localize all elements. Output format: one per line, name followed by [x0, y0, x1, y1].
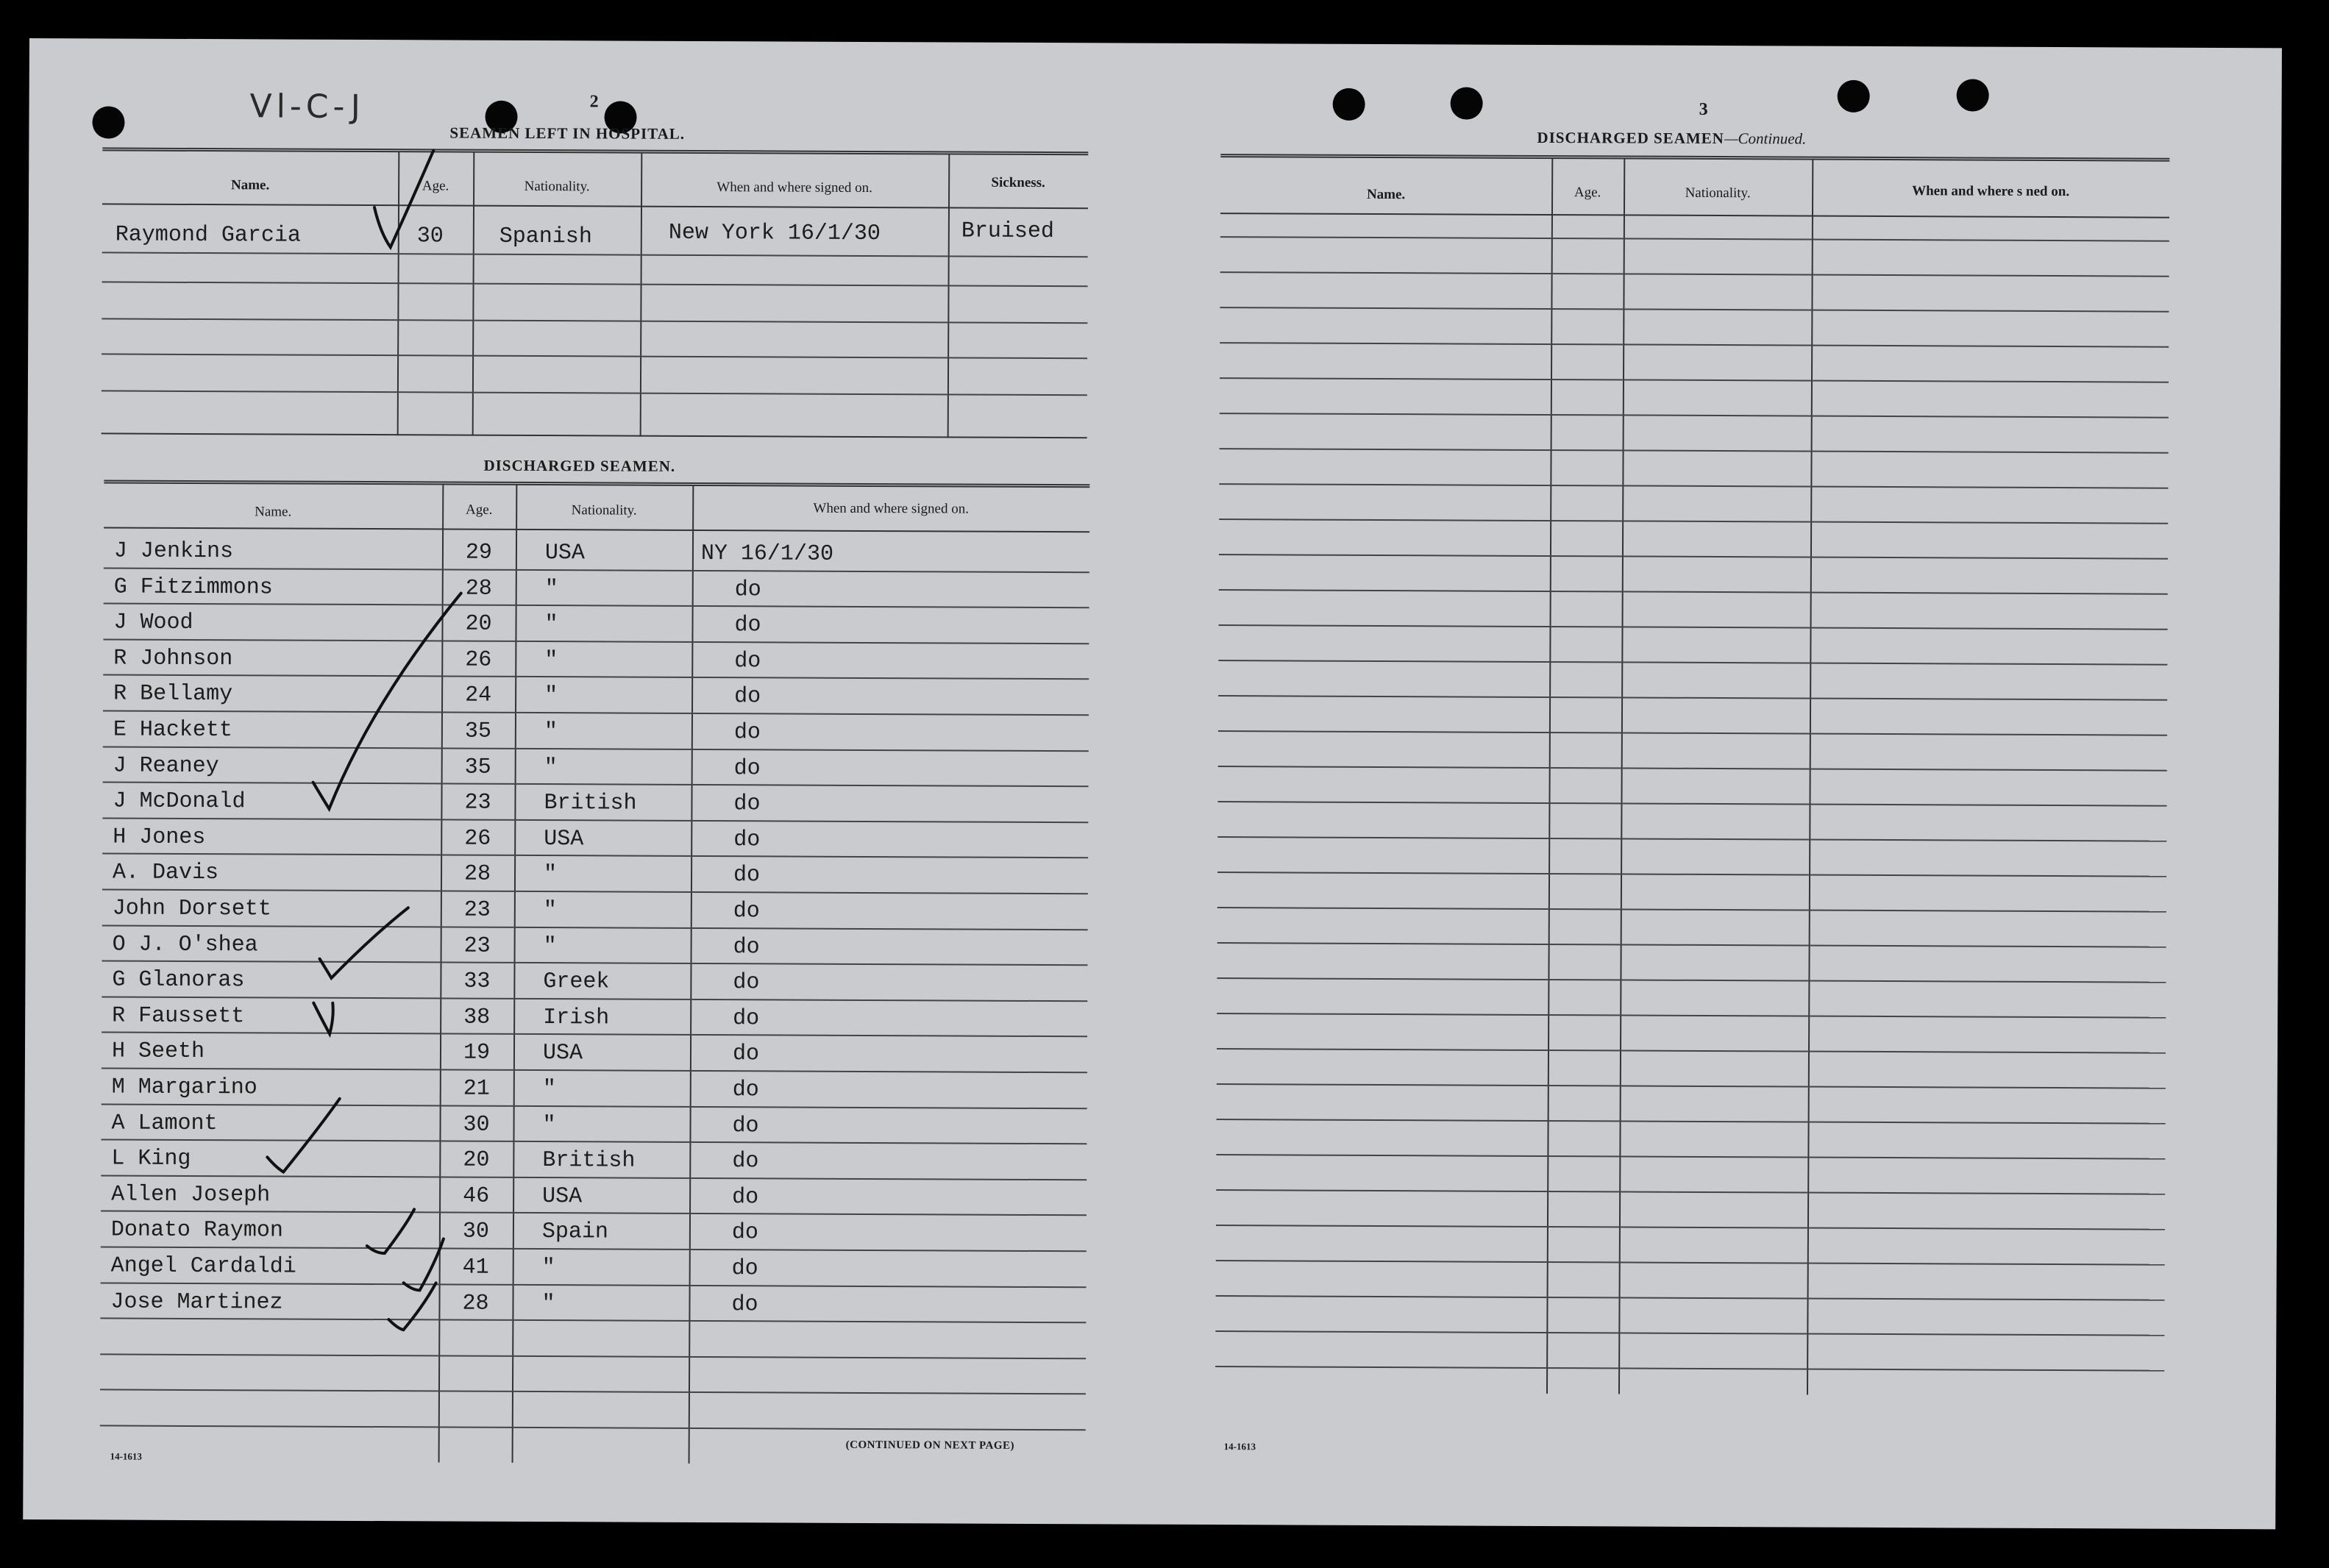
hospital-header-sickness: Sickness.: [991, 174, 1045, 191]
discharged-row-name: Allen Joseph: [111, 1182, 271, 1208]
discharged-row-nationality: USA: [542, 1184, 583, 1210]
discharged-row-name: O J. O'shea: [112, 932, 258, 958]
discharged-row-age: 19: [463, 1040, 491, 1066]
discharged-header-signed: When and where signed on.: [813, 500, 970, 517]
discharged-row-age: 20: [465, 611, 492, 637]
check-mark: [404, 1239, 444, 1290]
hospital-row-age: 30: [416, 224, 444, 249]
discharged-row-nationality: ": [544, 648, 558, 674]
discharged-row-age: 20: [463, 1147, 490, 1173]
discharged-row-signed: do: [731, 1220, 759, 1246]
hospital-header-nationality: Nationality.: [524, 178, 590, 195]
discharged-row-signed: do: [734, 577, 761, 603]
discharged-row-name: R Faussett: [112, 1003, 245, 1030]
discharged-row-name: R Johnson: [113, 646, 233, 672]
discharged-row-signed: do: [732, 1149, 759, 1175]
discharged-row-nationality: USA: [544, 827, 584, 852]
check-mark: [374, 150, 434, 247]
document-sheet: [23, 38, 2282, 1529]
discharged-row-signed: do: [731, 1256, 758, 1282]
handwritten-note: Vl-C-J: [249, 88, 365, 126]
discharged-row-name: J Jenkins: [113, 538, 234, 565]
discharged-header-name: Name.: [255, 504, 292, 520]
right-header-name: Name.: [1366, 186, 1406, 203]
discharged-row-name: J Wood: [113, 610, 193, 635]
right-header-signed: When and where s ned on.: [1912, 183, 2070, 200]
hospital-section-title: SEAMEN LEFT IN HOSPITAL.: [449, 124, 686, 143]
discharged-row-name: Donato Raymon: [110, 1217, 284, 1244]
discharged-row-name: M Margarino: [111, 1075, 257, 1101]
discharged-header-nationality: Nationality.: [571, 502, 637, 518]
hospital-row-sickness: Bruised: [961, 218, 1054, 245]
discharged-row-signed: do: [734, 613, 761, 638]
discharged-row-age: 23: [463, 897, 491, 923]
discharged-row-age: 23: [464, 790, 491, 816]
discharged-row-nationality: ": [541, 1291, 555, 1317]
hospital-row-nationality: Spanish: [499, 224, 592, 250]
discharged-row-age: 23: [463, 933, 491, 959]
hospital-header-age: Age.: [422, 178, 449, 194]
discharged-row-signed: do: [731, 1292, 758, 1318]
discharged-row-age: 35: [464, 719, 491, 744]
discharged-row-age: 30: [463, 1112, 490, 1138]
discharged-row-age: 29: [465, 540, 493, 566]
check-mark: [319, 908, 408, 979]
discharged-row-signed: do: [733, 791, 761, 817]
discharged-row-nationality: USA: [544, 541, 586, 566]
discharged-row-signed: do: [733, 1006, 760, 1032]
discharged-header-age: Age.: [465, 502, 493, 518]
continued-note: (CONTINUED ON NEXT PAGE): [845, 1439, 1015, 1452]
right-header-age: Age.: [1574, 185, 1601, 201]
discharged-row-age: 33: [463, 969, 491, 994]
discharged-row-name: G Glanoras: [112, 967, 245, 994]
discharged-row-age: 41: [462, 1255, 489, 1280]
discharged-row-signed: do: [732, 1041, 760, 1067]
discharged-row-name: R Bellamy: [113, 681, 233, 708]
discharged-row-name: H Seeth: [111, 1038, 205, 1065]
discharged-row-nationality: ": [543, 934, 557, 960]
discharged-row-nationality: ": [544, 612, 558, 638]
discharged-row-nationality: ": [543, 862, 558, 888]
discharged-row-nationality: ": [544, 719, 558, 745]
check-mark: [313, 593, 461, 810]
hospital-row-name: Raymond Garcia: [115, 222, 301, 249]
discharged-row-signed: NY 16/1/30: [700, 541, 834, 567]
right-header-nationality: Nationality.: [1685, 185, 1751, 202]
hospital-header-signed: When and where signed on.: [717, 179, 872, 196]
discharged-row-age: 26: [464, 826, 491, 852]
discharged-row-nationality: ": [544, 577, 558, 602]
discharged-row-age: 28: [463, 861, 491, 887]
page-number-right: 3: [1699, 99, 1708, 119]
discharged-row-signed: do: [732, 1077, 759, 1103]
discharged-row-age: 30: [462, 1219, 490, 1244]
discharged-row-nationality: ": [544, 755, 558, 781]
check-mark: [267, 1098, 339, 1172]
discharged-row-nationality: ": [542, 1113, 556, 1138]
discharged-row-name: H Jones: [113, 824, 206, 851]
discharged-row-age: 26: [465, 647, 492, 673]
discharged-row-name: Jose Martinez: [110, 1289, 283, 1316]
discharged-row-signed: do: [733, 720, 761, 746]
discharged-row-nationality: Greek: [543, 969, 610, 995]
discharged-row-name: Angel Cardaldi: [110, 1253, 296, 1280]
discharged-row-name: G Fitzimmons: [113, 574, 273, 601]
hospital-row-signed: New York 16/1/30: [668, 220, 881, 247]
discharged-row-signed: do: [733, 970, 760, 996]
discharged-row-signed: do: [733, 827, 761, 853]
discharged-row-age: 21: [463, 1076, 490, 1102]
discharged-row-name: A. Davis: [112, 860, 219, 886]
discharged-row-nationality: ": [542, 1077, 556, 1102]
discharged-row-name: J Reaney: [113, 753, 219, 780]
check-mark: [367, 1209, 414, 1253]
discharged-row-nationality: ": [541, 1255, 555, 1281]
right-section-title-suffix: —Continued.: [1724, 129, 1807, 148]
form-code-right: 14-1613: [1223, 1441, 1256, 1453]
discharged-row-age: 35: [464, 755, 491, 780]
discharged-row-age: 28: [462, 1291, 489, 1316]
discharged-section-title: DISCHARGED SEAMEN.: [483, 456, 676, 475]
discharged-row-signed: do: [734, 684, 761, 710]
discharged-row-nationality: ": [543, 898, 557, 924]
discharged-row-nationality: ": [544, 683, 558, 709]
discharged-row-age: 38: [463, 1005, 491, 1030]
discharged-row-name: E Hackett: [113, 717, 233, 744]
discharged-row-nationality: USA: [542, 1041, 583, 1066]
check-mark: [313, 1003, 333, 1034]
discharged-row-signed: do: [732, 1113, 759, 1139]
discharged-row-age: 46: [463, 1183, 490, 1209]
discharged-row-name: L King: [111, 1146, 191, 1172]
discharged-row-signed: do: [733, 756, 761, 782]
page-number-left: 2: [589, 92, 599, 112]
hospital-header-name: Name.: [230, 177, 270, 193]
discharged-row-nationality: British: [542, 1148, 636, 1174]
discharged-row-signed: do: [732, 1185, 759, 1211]
form-code-left: 14-1613: [110, 1450, 142, 1462]
discharged-row-name: John Dorsett: [112, 896, 271, 922]
discharged-row-age: 24: [465, 683, 492, 708]
discharged-row-name: A Lamont: [111, 1111, 218, 1137]
right-section-title-text: DISCHARGED SEAMEN: [1537, 128, 1724, 148]
discharged-row-name: J McDonald: [113, 788, 246, 815]
discharged-row-nationality: Irish: [543, 1005, 610, 1031]
discharged-row-signed: do: [733, 899, 760, 924]
discharged-row-nationality: Spain: [541, 1219, 609, 1245]
discharged-row-nationality: British: [544, 791, 637, 816]
discharged-row-age: 28: [465, 576, 492, 602]
discharged-row-signed: do: [733, 935, 760, 961]
discharged-row-signed: do: [733, 863, 761, 888]
discharged-row-signed: do: [734, 649, 761, 674]
handwritten-check-marks: [23, 38, 2282, 1529]
